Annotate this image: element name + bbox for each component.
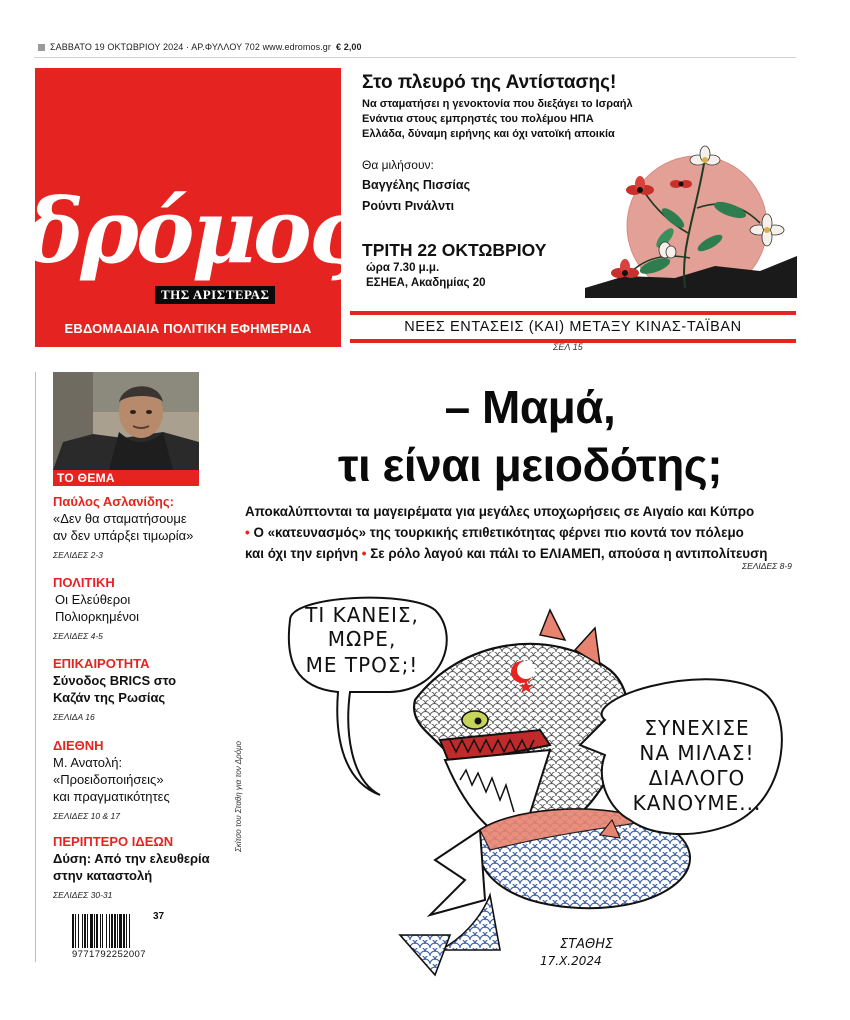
dateline-text: ΣΑΒΒΑΤΟ 19 ΟΚΤΩΒΡΙΟΥ 2024 · ΑΡ.ΦΥΛΛΟΥ 702 www.edromos.gr <box>50 42 332 52</box>
teaser-headline[interactable]: ΝΕΕΣ ΕΝΤΑΣΕΙΣ (ΚΑΙ) ΜΕΤΑΞΥ ΚΙΝΑΣ-ΤΑΪΒΑΝ <box>404 319 742 335</box>
sidebar-article-category: ΔΙΕΘΝΗ <box>53 738 104 753</box>
deck-line-text: Ο «κατευνασμός» της τουρκικής επιθετικότητας φέρνει πιο κοντά τον πόλεμο <box>253 525 744 540</box>
sidebar-article-pages: ΣΕΛΙΔΕΣ 30-31 <box>53 890 113 900</box>
sidebar-article-category: ΠΕΡΙΠΤΕΡΟ ΙΔΕΩΝ <box>53 834 174 849</box>
deck-line-text: Σε ρόλο λαγού και πάλι το ΕΛΙΑΜΕΠ, απούσα η αντιπολίτευση <box>370 546 768 561</box>
event-date: ΤΡΙΤΗ 22 ΟΚΤΩΒΡΙΟΥ <box>362 240 547 260</box>
barcode-bar <box>102 914 103 948</box>
barcode-bar <box>90 914 93 948</box>
deck-page-ref: ΣΕΛΙΔΕΣ 8-9 <box>742 561 792 571</box>
barcode-bar <box>109 914 110 948</box>
headline-deck <box>245 501 800 564</box>
sidebar-article-line: και πραγματικότητες <box>53 789 170 804</box>
sidebar-article-category: ΕΠΙΚΑΙΡΟΤΗΤΑ <box>53 656 150 671</box>
deck-line-text: και όχι την ειρήνη <box>245 546 359 561</box>
sidebar-article-pages: ΣΕΛΙΔΕΣ 2-3 <box>53 550 103 560</box>
sidebar-article-pages: ΣΕΛΙΔΑ 16 <box>53 712 95 722</box>
bubble-big-fish-line: ΜΕ ΤΡΟΣ;! <box>305 653 419 677</box>
sidebar-article-line: Πολιορκημένοι <box>55 609 140 624</box>
sidebar-article-line: Δύση: Από την ελευθερία <box>53 851 210 866</box>
sidebar-article-line: Οι Ελεύθεροι <box>55 592 131 607</box>
sidebar-article-category: ΠΟΛΙΤΙΚΗ <box>53 575 115 590</box>
sidebar-article-line: «Προειδοποιήσεις» <box>53 772 164 787</box>
deck-line <box>245 543 800 564</box>
barcode-bar <box>114 914 116 948</box>
speaker-name: Βαγγέλης Πισσίας <box>362 178 471 192</box>
barcode-bar <box>100 914 101 948</box>
headline-line: – Μαμά, <box>444 381 616 433</box>
sidebar-article-line: «Δεν θα σταματήσουμε <box>53 511 187 526</box>
barcode-bar <box>87 914 88 948</box>
barcode-bar <box>84 914 86 948</box>
dateline <box>38 42 362 52</box>
sidebar-photo-label <box>53 470 199 486</box>
barcode-bar <box>106 914 107 948</box>
barcode-bar <box>126 914 127 948</box>
bubble-small-fish-line: ΣΥΝΕΧΙΣΕ <box>644 716 750 740</box>
barcode-bar <box>75 914 76 948</box>
barcode-bar <box>78 914 79 948</box>
barcode-number: 9771792252007 <box>72 949 146 960</box>
sidebar-article[interactable] <box>53 575 223 641</box>
sidebar-rule <box>35 372 36 962</box>
logo-subtitle: ΤΗΣ ΑΡΙΣΤΕΡΑΣ <box>155 286 275 304</box>
photo-label-text: ΤΟ ΘΕΜΑ <box>57 471 115 485</box>
event-time: ώρα 7.30 μ.μ. <box>366 262 440 274</box>
masthead-logo <box>24 179 360 283</box>
sidebar-article-line: Καζάν της Ρωσίας <box>53 690 166 705</box>
deck-bullet: • <box>245 525 250 540</box>
portrait-image <box>53 372 199 470</box>
sidebar-article-pages: ΣΕΛΙΔΕΣ 4-5 <box>53 631 103 641</box>
bubble-small-fish-line: ΔΙΑΛΟΓΟ <box>648 766 746 790</box>
deck-line: Αποκαλύπτονται τα μαγειρέματα για μεγάλες υποχωρήσεις σε Αιγαίο και Κύπρο <box>245 504 755 519</box>
sidebar-article-line: στην καταστολή <box>53 868 153 883</box>
speakers-label: Θα μιλήσουν: <box>362 158 434 172</box>
sidebar-portrait-photo[interactable] <box>53 372 199 470</box>
sidebar-article[interactable] <box>53 656 223 722</box>
bubble-small-fish-line: ΚΑΝΟΥΜΕ... <box>632 791 762 815</box>
speaker-name: Ρούντι Ρινάλντι <box>362 199 455 213</box>
masthead <box>24 68 360 347</box>
teaser-top-rule <box>350 311 796 315</box>
sidebar-article-pages: ΣΕΛΙΔΕΣ 10 & 17 <box>53 811 120 821</box>
issue-number: 37 <box>153 911 165 922</box>
sidebar-article-line: Μ. Ανατολή: <box>53 755 123 770</box>
event-line: Ενάντια στους εμπρηστές του πολέμου ΗΠΑ <box>362 113 594 125</box>
event-line: Ελλάδα, δύναμη ειρήνης και όχι νατοϊκή αποικία <box>362 128 615 140</box>
barcode-bar <box>119 914 122 948</box>
barcode-bar <box>123 914 125 948</box>
teaser-page-ref: ΣΕΛ 15 <box>553 342 583 352</box>
barcode-bar <box>72 914 74 948</box>
barcode-bar <box>111 914 113 948</box>
editorial-cartoon <box>250 580 810 990</box>
bubble-big-fish-line: ΤΙ ΚΑΝΕΙΣ, <box>305 603 419 627</box>
sidebar-article-category: Παύλος Ασλανίδης: <box>53 494 174 509</box>
bubble-big-fish-line: ΜΩΡΕ, <box>327 627 397 651</box>
main-headline[interactable] <box>250 378 810 494</box>
cartoon-credit: Σκίτσο του Σταθη για τον Δρόμο <box>234 741 243 852</box>
barcode-bars <box>72 914 130 948</box>
event-line: Να σταματήσει η γενοκτονία που διεξάγει το Ισραήλ <box>362 98 633 110</box>
cartoon-signature-name: ΣΤΑΘΗΣ <box>560 937 614 952</box>
dateline-square-icon <box>38 44 45 51</box>
deck-line <box>245 522 800 543</box>
sidebar-article[interactable] <box>53 494 223 560</box>
sidebar-article-line: Σύνοδος BRICS στο <box>53 673 177 688</box>
sidebar-article[interactable] <box>53 738 223 821</box>
flower-illustration <box>585 138 797 298</box>
barcode-bar <box>82 914 83 948</box>
barcode-bar <box>129 914 130 948</box>
logo-wordmark: δρόμος <box>24 179 360 283</box>
masthead-tagline: ΕΒΔΟΜΑΔΙΑΙΑ ΠΟΛΙΤΙΚΗ ΕΦΗΜΕΡΙΔΑ <box>64 321 312 336</box>
event-venue: ΕΣΗΕΑ, Ακαδημίας 20 <box>366 277 486 289</box>
price: € 2,00 <box>336 42 362 52</box>
deck-bullet: • <box>361 546 367 561</box>
sidebar-article[interactable] <box>53 834 223 900</box>
sidebar-article-line: αν δεν υπάρξει τιμωρία» <box>53 528 194 543</box>
headline-line: τι είναι μειοδότης; <box>337 439 723 491</box>
barcode-bar <box>96 914 98 948</box>
cartoon-signature-date: 17.Χ.2024 <box>540 954 602 968</box>
barcode-bar <box>117 914 118 948</box>
event-title: Στο πλευρό της Αντίστασης! <box>362 72 617 93</box>
top-divider <box>34 57 796 58</box>
barcode-bar <box>94 914 95 948</box>
bubble-small-fish-line: ΝΑ ΜΙΛΑΣ! <box>639 741 755 765</box>
